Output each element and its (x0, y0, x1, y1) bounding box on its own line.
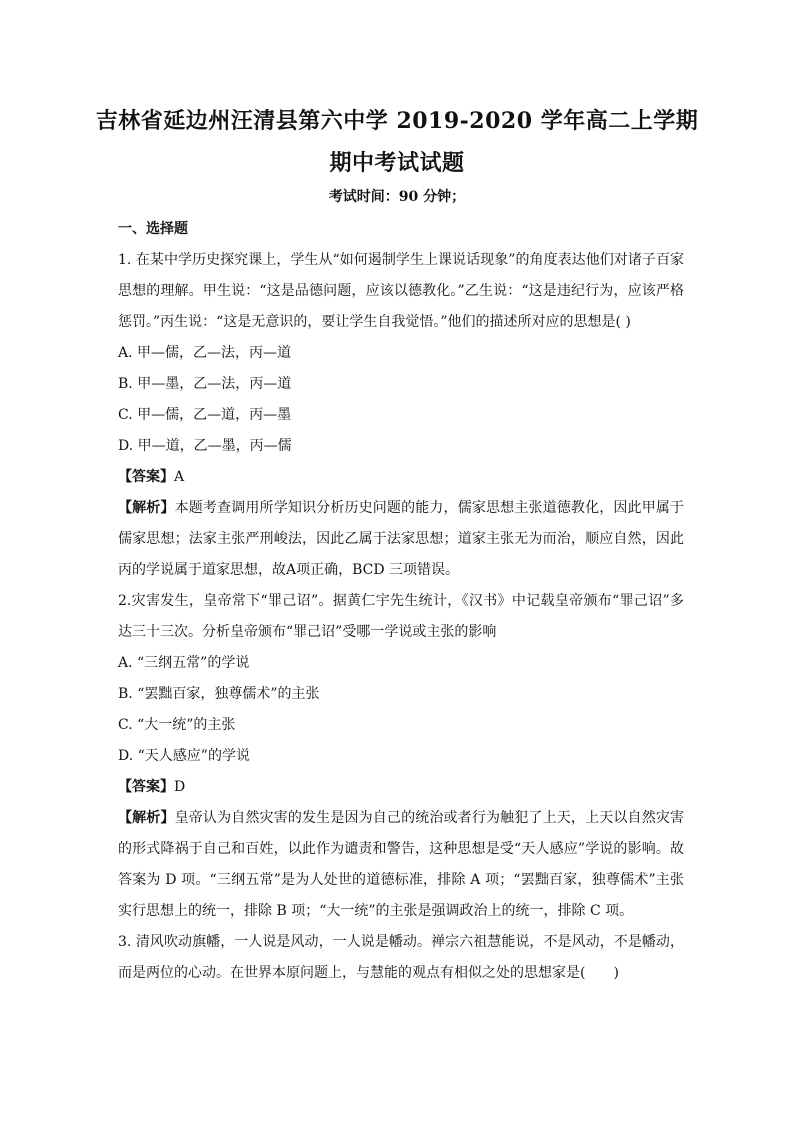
section-heading: 一、选择题 (118, 221, 188, 237)
option-b: B. “罢黜百家，独尊儒术”的主张 (118, 686, 320, 702)
option-c: C. “大一统”的主张 (118, 717, 236, 733)
document-body (118, 214, 684, 989)
analysis-text: 本题考查调用所学知识分析历史问题的能力，儒家思想主张道德教化，因此甲属于儒家思想；法家主张严刑峻法，因此乙属于法家思想；道家主张无为而治，顺应自然，因此丙的学说属于道家思想，故A项正确，BCD 三项错误。 (118, 500, 685, 578)
question-stem: 3. 清风吹动旗幡，一人说是风动，一人说是幡动。禅宗六祖慧能说，不是风动，不是幡动，而是两位的心动。在世界本原问题上，与慧能的观点有相似之处的思想家是( ) (118, 934, 684, 981)
question-stem: 1. 在某中学历史探究课上，学生从“如何遏制学生上课说话现象”的角度表达他们对诸子百家思想的理解。甲生说：“这是品德问题，应该以德教化。”乙生说：“这是违纪行为，应该严格惩罚。”丙生说：“这是无意识的，要让学生自我觉悟。”他们的描述所对应的思想是( ) (118, 252, 684, 330)
option-a: A. 甲—儒，乙—法，丙—道 (118, 345, 292, 361)
answer (118, 772, 684, 803)
title-line-1: 吉林省延边州汪清县第六中学 2019-2020 学年高二上学期 (95, 108, 699, 134)
analysis (118, 803, 684, 927)
option-d: D. 甲—道，乙—墨，丙—儒 (118, 438, 292, 454)
analysis-text: 皇帝认为自然灾害的发生是因为自己的统治或者行为触犯了上天，上天以自然灾害的形式降祸于自己和百姓，以此作为谴责和警告，这种思想是受“天人感应”学说的影响。故答案为 D 项。“三纲五常”是为人处世的道德标准，排除 A 项；“罢黜百家，独尊儒术”主张实行思想上的统一，排除 B 项；“大一统”的主张是强调政治上的统一，排除 C 项。 (118, 810, 685, 919)
answer-label: 【答案】 (118, 469, 174, 485)
exam-time: 考试时间：90 分钟； (328, 189, 466, 205)
question-1 (118, 245, 684, 586)
title-line-2: 期中考试试题 (329, 150, 465, 176)
analysis-label: 【解析】 (118, 500, 175, 516)
answer-value: A (174, 469, 185, 485)
answer (118, 462, 684, 493)
option-a: A. “三纲五常”的学说 (118, 655, 250, 671)
answer-label: 【答案】 (118, 779, 174, 795)
question-2 (118, 586, 684, 927)
answer-value: D (174, 779, 186, 795)
question-stem: 2.灾害发生，皇帝常下“罪己诏”。据黄仁宇先生统计，《汉书》中记载皇帝颁布“罪己诏”多达三十三次。分析皇帝颁布“罪己诏”受哪一学说或主张的影响 (118, 593, 684, 640)
option-d: D. “天人感应”的学说 (118, 748, 250, 764)
analysis-label: 【解析】 (118, 810, 175, 826)
analysis (118, 493, 684, 586)
option-c: C. 甲—儒，乙—道，丙—墨 (118, 407, 292, 423)
option-b: B. 甲—墨，乙—法，丙—道 (118, 376, 292, 392)
question-3 (118, 927, 684, 989)
